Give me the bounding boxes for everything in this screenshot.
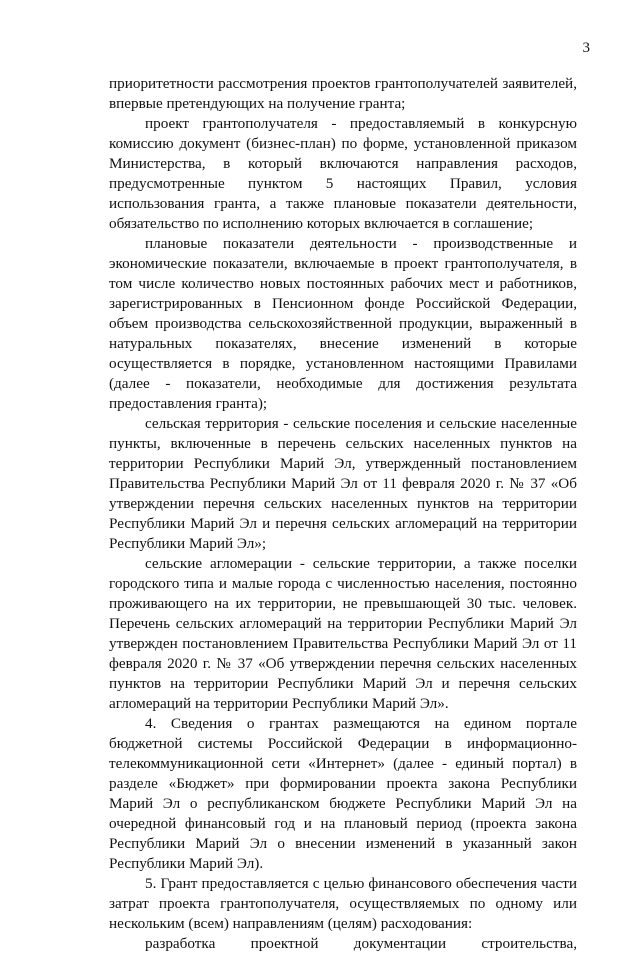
paragraph-grantee-project-definition: проект грантополучателя - предоставляемый в конкурсную комиссию документ (бизнес-план) по форме, установленной приказом Министерства, в который включаются направления расходов, предусмотренные пунктом 5 настоящих Правил, условия использования гранта, а также плановые показатели деятельности, обязательство по исполнению которых включается в соглашение; bbox=[109, 115, 577, 232]
paragraph-planned-indicators-definition: плановые показатели деятельности - производственные и экономические показатели, включаемые в проект грантополучателя, в том числе количество новых постоянных рабочих мест и работников, зарегистрированных в Пенсионном фонде Российской Федерации, объем производства сельскохозяйственной продукции, выраженный в натуральных показателях, внесение изменений в которые осуществляется в порядке, установленном настоящими Правилами (далее - показатели, необходимые для достижения результата предоставления гранта); bbox=[109, 235, 577, 412]
paragraph-item-5-grant-purpose: 5. Грант предоставляется с целью финансового обеспечения части затрат проекта грантополучателя, осуществляемых по одному или нескольким (всем) направлениям (целям) расходования: bbox=[109, 875, 577, 932]
paragraph-design-documentation: разработка проектной документации строительства, bbox=[145, 935, 577, 952]
paragraph-rural-agglomerations-definition: сельские агломерации - сельские территории, а также поселки городского типа и малые города с численностью населения, постоянно проживающего на их территории, не превышающей 30 тыс. человек. Перечень сельских агломераций на территории Республики Марий Эл утвержден постановлением Правительства Республики Марий Эл от 11 февраля 2020 г. № 37 «Об утверждении перечня сельских населенных пунктов на территории Республики Марий Эл и перечня сельских агломераций на территории Республики Марий Эл». bbox=[109, 555, 577, 712]
page-number: 3 bbox=[582, 40, 590, 56]
paragraph-rural-territory-definition: сельская территория - сельские поселения и сельские населенные пункты, включенные в перечень сельских населенных пунктов на территории Республики Марий Эл, утвержденный постановлением Правительства Республики Марий Эл от 11 февраля 2020 г. № 37 «Об утверждении перечня сельских населенных пунктов на территории Республики Марий Эл и перечня сельских агломераций на территории Республики Марий Эл»; bbox=[109, 415, 577, 552]
paragraph-item-4-grant-info: 4. Сведения о грантах размещаются на едином портале бюджетной системы Российской Федерации в информационно-телекоммуникационной сети «Интернет» (далее - единый портал) в разделе «Бюджет» при формировании проекта закона Республики Марий Эл о республиканском бюджете Республики Марий Эл на очередной финансовый год и на плановый период (проекта закона Республики Марий Эл о внесении изменений в указанный закон Республики Марий Эл). bbox=[109, 715, 577, 872]
document-body bbox=[109, 74, 577, 954]
paragraph-priority-continuation: приоритетности рассмотрения проектов грантополучателей заявителей, впервые претендующих на получение гранта; bbox=[109, 75, 577, 112]
